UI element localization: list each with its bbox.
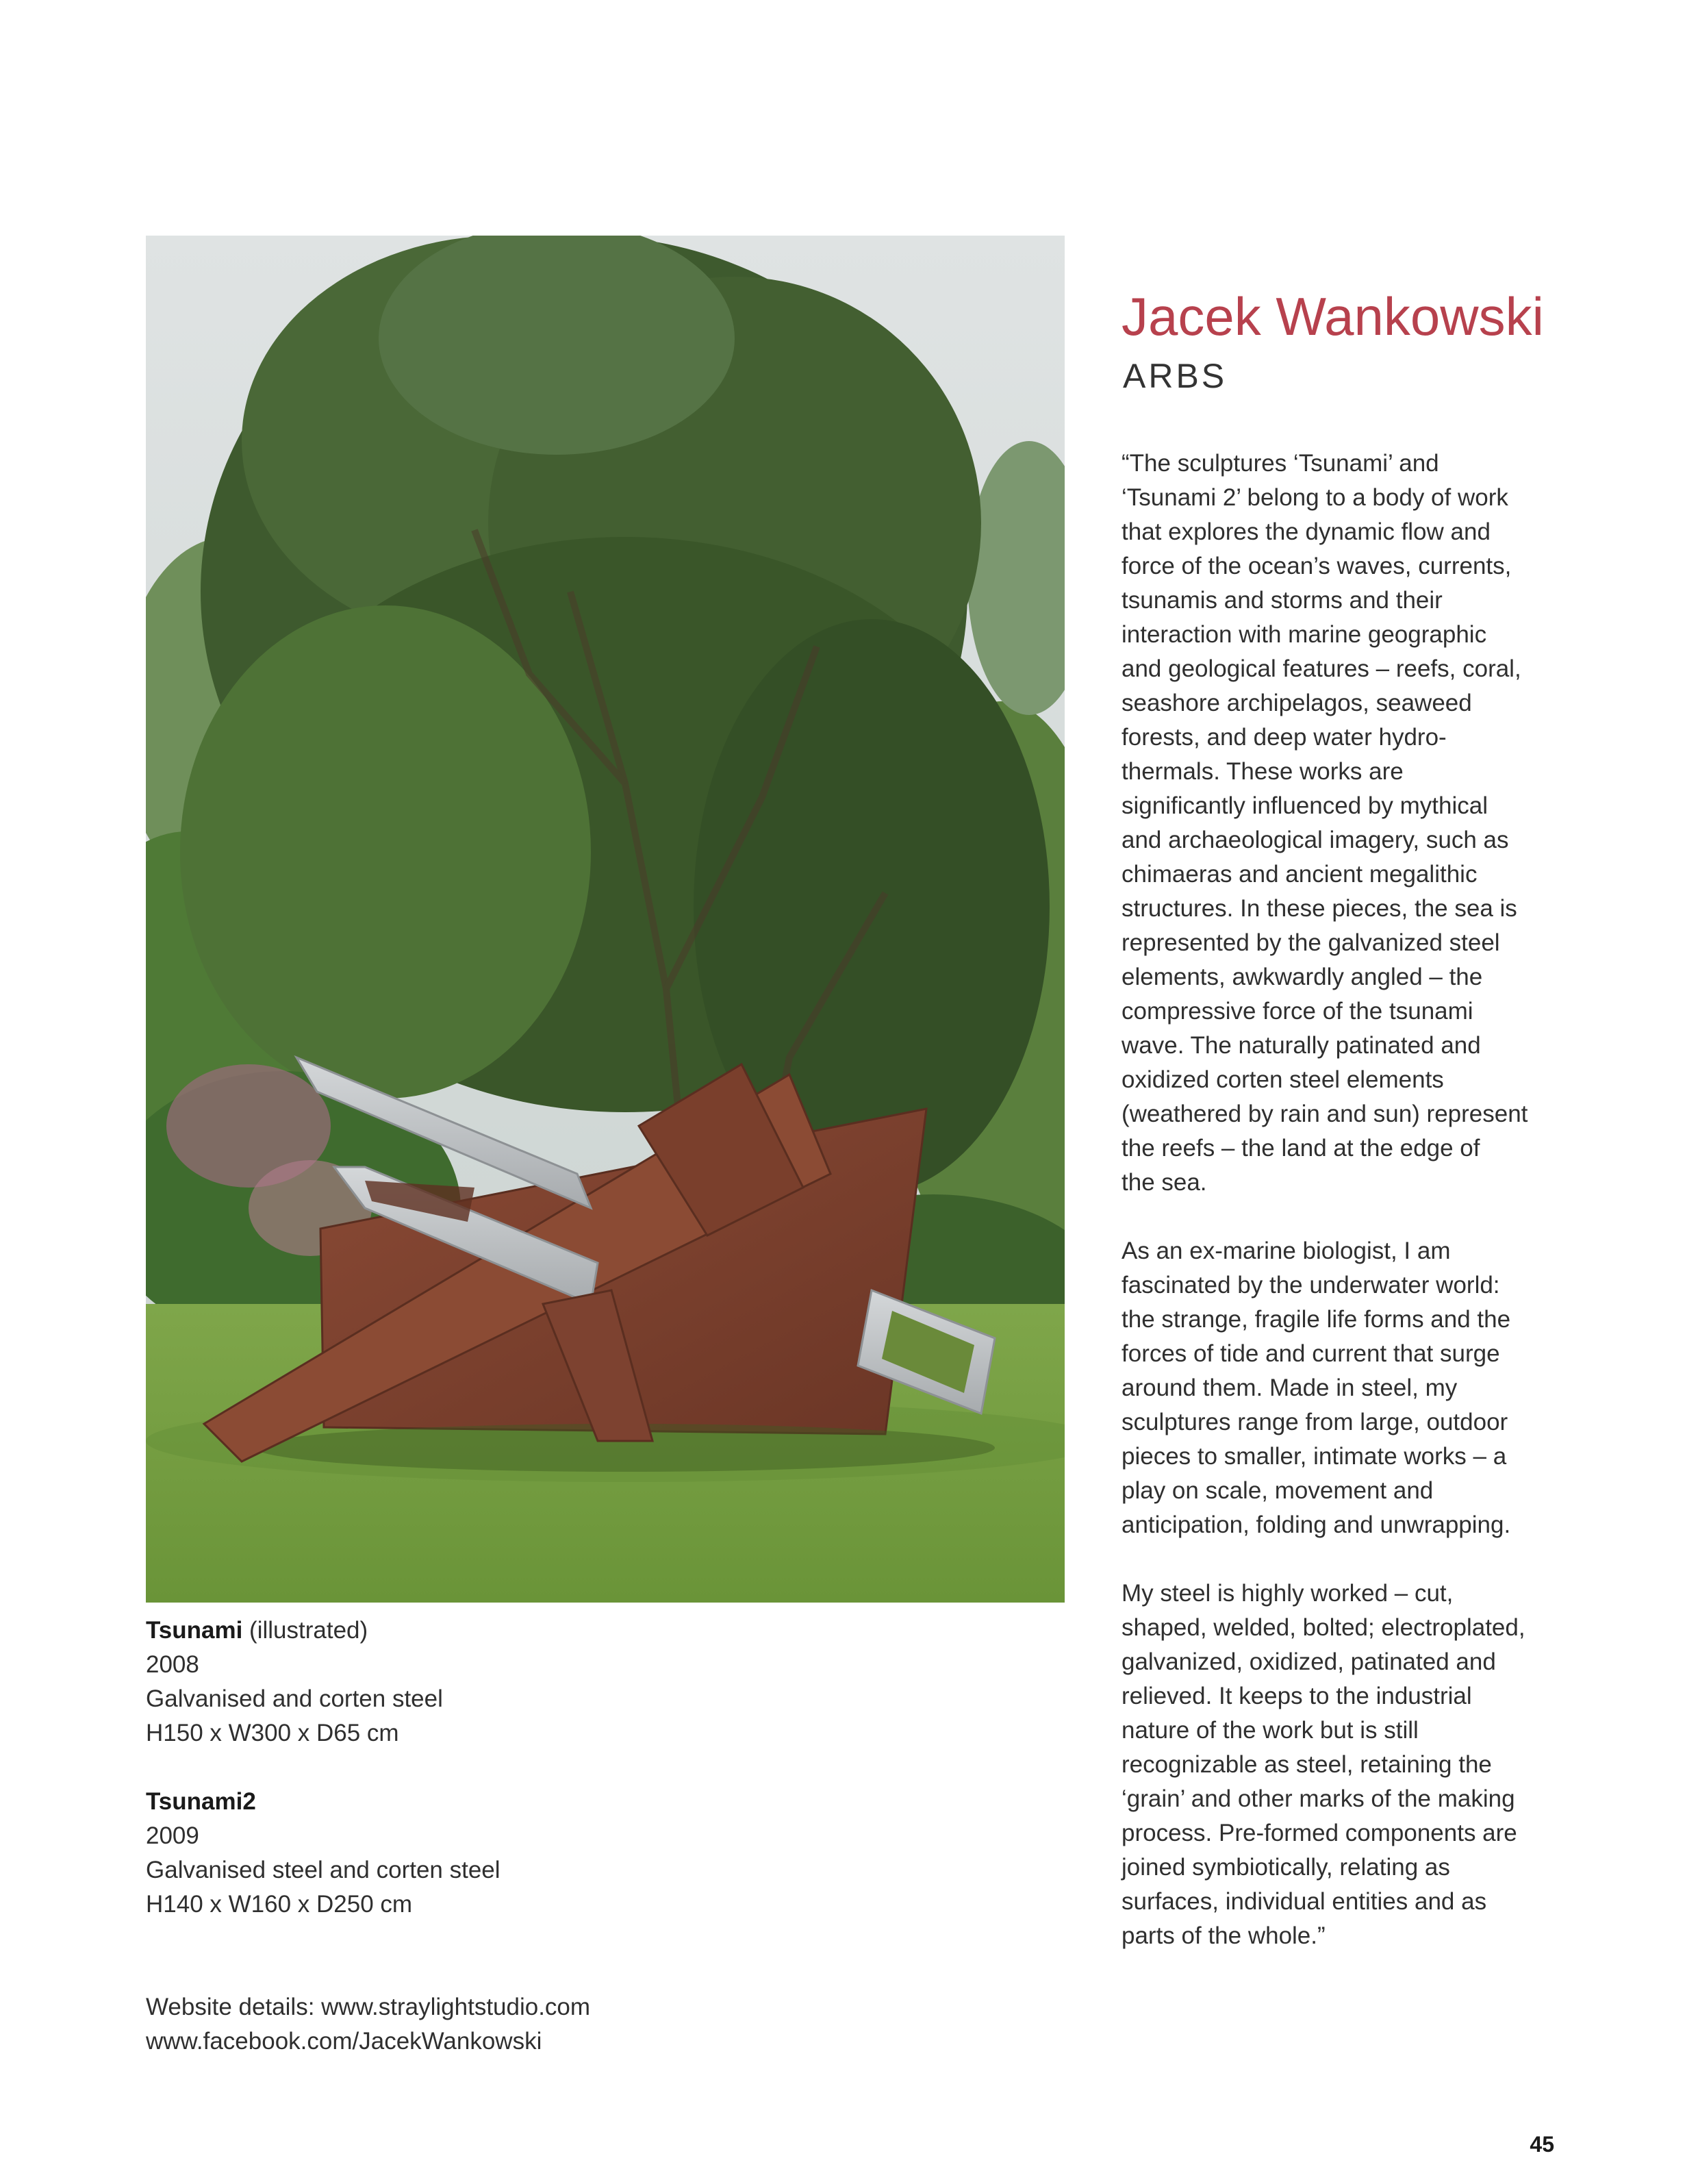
- page-number: 45: [1530, 2132, 1554, 2157]
- statement-line: surfaces, individual entities and as: [1122, 1888, 1487, 1915]
- statement-line: joined symbiotically, relating as: [1122, 1854, 1450, 1881]
- statement-line: compressive force of the tsunami: [1122, 998, 1473, 1025]
- statement-line: the reefs – the land at the edge of: [1122, 1135, 1480, 1162]
- statement-line: represented by the galvanized steel: [1122, 929, 1500, 956]
- statement-line: play on scale, movement and: [1122, 1477, 1434, 1504]
- statement-line: galvanized, oxidized, patinated and: [1122, 1648, 1496, 1675]
- statement-line: forests, and deep water hydro-: [1122, 724, 1447, 751]
- work-dimensions: H140 x W160 x D250 cm: [146, 1891, 413, 1918]
- statement-line: elements, awkwardly angled – the: [1122, 964, 1483, 990]
- statement-line: (weathered by rain and sun) represent: [1122, 1101, 1528, 1127]
- statement-line: ‘grain’ and other marks of the making: [1122, 1785, 1515, 1812]
- work-material: Galvanised steel and corten steel: [146, 1857, 500, 1883]
- sculpture-illustration: [146, 236, 1065, 1603]
- statement-line: fascinated by the underwater world:: [1122, 1272, 1500, 1298]
- work-year: 2009: [146, 1822, 199, 1849]
- statement-line: pieces to smaller, intimate works – a: [1122, 1443, 1507, 1470]
- statement-paragraph-2: [1122, 1234, 1573, 1542]
- statement-line: process. Pre-formed components are: [1122, 1820, 1517, 1846]
- statement-line: the strange, fragile life forms and the: [1122, 1306, 1511, 1333]
- statement-paragraph-1: [1122, 447, 1573, 1200]
- artist-name: Jacek Wankowski: [1122, 286, 1544, 347]
- work-title: Tsunami: [146, 1617, 243, 1644]
- statement-line: oxidized corten steel elements: [1122, 1066, 1444, 1093]
- works-caption: [146, 1614, 1036, 1956]
- statement-line: relieved. It keeps to the industrial: [1122, 1683, 1472, 1709]
- statement-line: around them. Made in steel, my: [1122, 1375, 1458, 1401]
- statement-line: chimaeras and ancient megalithic: [1122, 861, 1478, 888]
- statement-line: wave. The naturally patinated and: [1122, 1032, 1481, 1059]
- statement-line: thermals. These works are: [1122, 758, 1404, 785]
- work-title-line: [146, 1614, 1036, 1648]
- facebook-link[interactable]: www.facebook.com/JacekWankowski: [146, 2028, 542, 2055]
- statement-line: My steel is highly worked – cut,: [1122, 1580, 1454, 1607]
- statement-line: that explores the dynamic flow and: [1122, 518, 1491, 545]
- work-entry-tsunami2: [146, 1785, 1036, 1922]
- statement-line: and geological features – reefs, coral,: [1122, 655, 1521, 682]
- website-link[interactable]: Website details: www.straylightstudio.com: [146, 1994, 591, 2020]
- statement-line: sculptures range from large, outdoor: [1122, 1409, 1508, 1435]
- work-dimensions: H150 x W300 x D65 cm: [146, 1720, 399, 1746]
- artist-statement: [1122, 447, 1573, 1987]
- statement-line: ‘Tsunami 2’ belong to a body of work: [1122, 484, 1508, 511]
- statement-line: shaped, welded, bolted; electroplated,: [1122, 1614, 1525, 1641]
- artist-affiliation: ARBS: [1123, 357, 1228, 395]
- work-note: (illustrated): [242, 1617, 368, 1644]
- statement-line: structures. In these pieces, the sea is: [1122, 895, 1517, 922]
- statement-line: force of the ocean’s waves, currents,: [1122, 553, 1512, 579]
- statement-line: recognizable as steel, retaining the: [1122, 1751, 1492, 1778]
- statement-line: anticipation, folding and unwrapping.: [1122, 1511, 1511, 1538]
- work-year: 2008: [146, 1651, 199, 1678]
- statement-paragraph-3: [1122, 1577, 1573, 1953]
- statement-line: significantly influenced by mythical: [1122, 792, 1488, 819]
- work-material: Galvanised and corten steel: [146, 1685, 443, 1712]
- work-entry-tsunami: [146, 1614, 1036, 1750]
- statement-line: parts of the whole.”: [1122, 1922, 1326, 1949]
- statement-line: forces of tide and current that surge: [1122, 1340, 1500, 1367]
- work-title-line: [146, 1785, 1036, 1819]
- sculpture-photo: [146, 236, 1065, 1603]
- website-details: [146, 1990, 590, 2059]
- work-title: Tsunami2: [146, 1788, 256, 1815]
- statement-line: As an ex-marine biologist, I am: [1122, 1238, 1451, 1264]
- statement-line: nature of the work but is still: [1122, 1717, 1419, 1744]
- statement-line: the sea.: [1122, 1169, 1207, 1196]
- statement-line: seashore archipelagos, seaweed: [1122, 690, 1472, 716]
- statement-line: and archaeological imagery, such as: [1122, 827, 1509, 853]
- statement-line: interaction with marine geographic: [1122, 621, 1487, 648]
- statement-line: tsunamis and storms and their: [1122, 587, 1443, 614]
- statement-line: “The sculptures ‘Tsunami’ and: [1122, 450, 1439, 477]
